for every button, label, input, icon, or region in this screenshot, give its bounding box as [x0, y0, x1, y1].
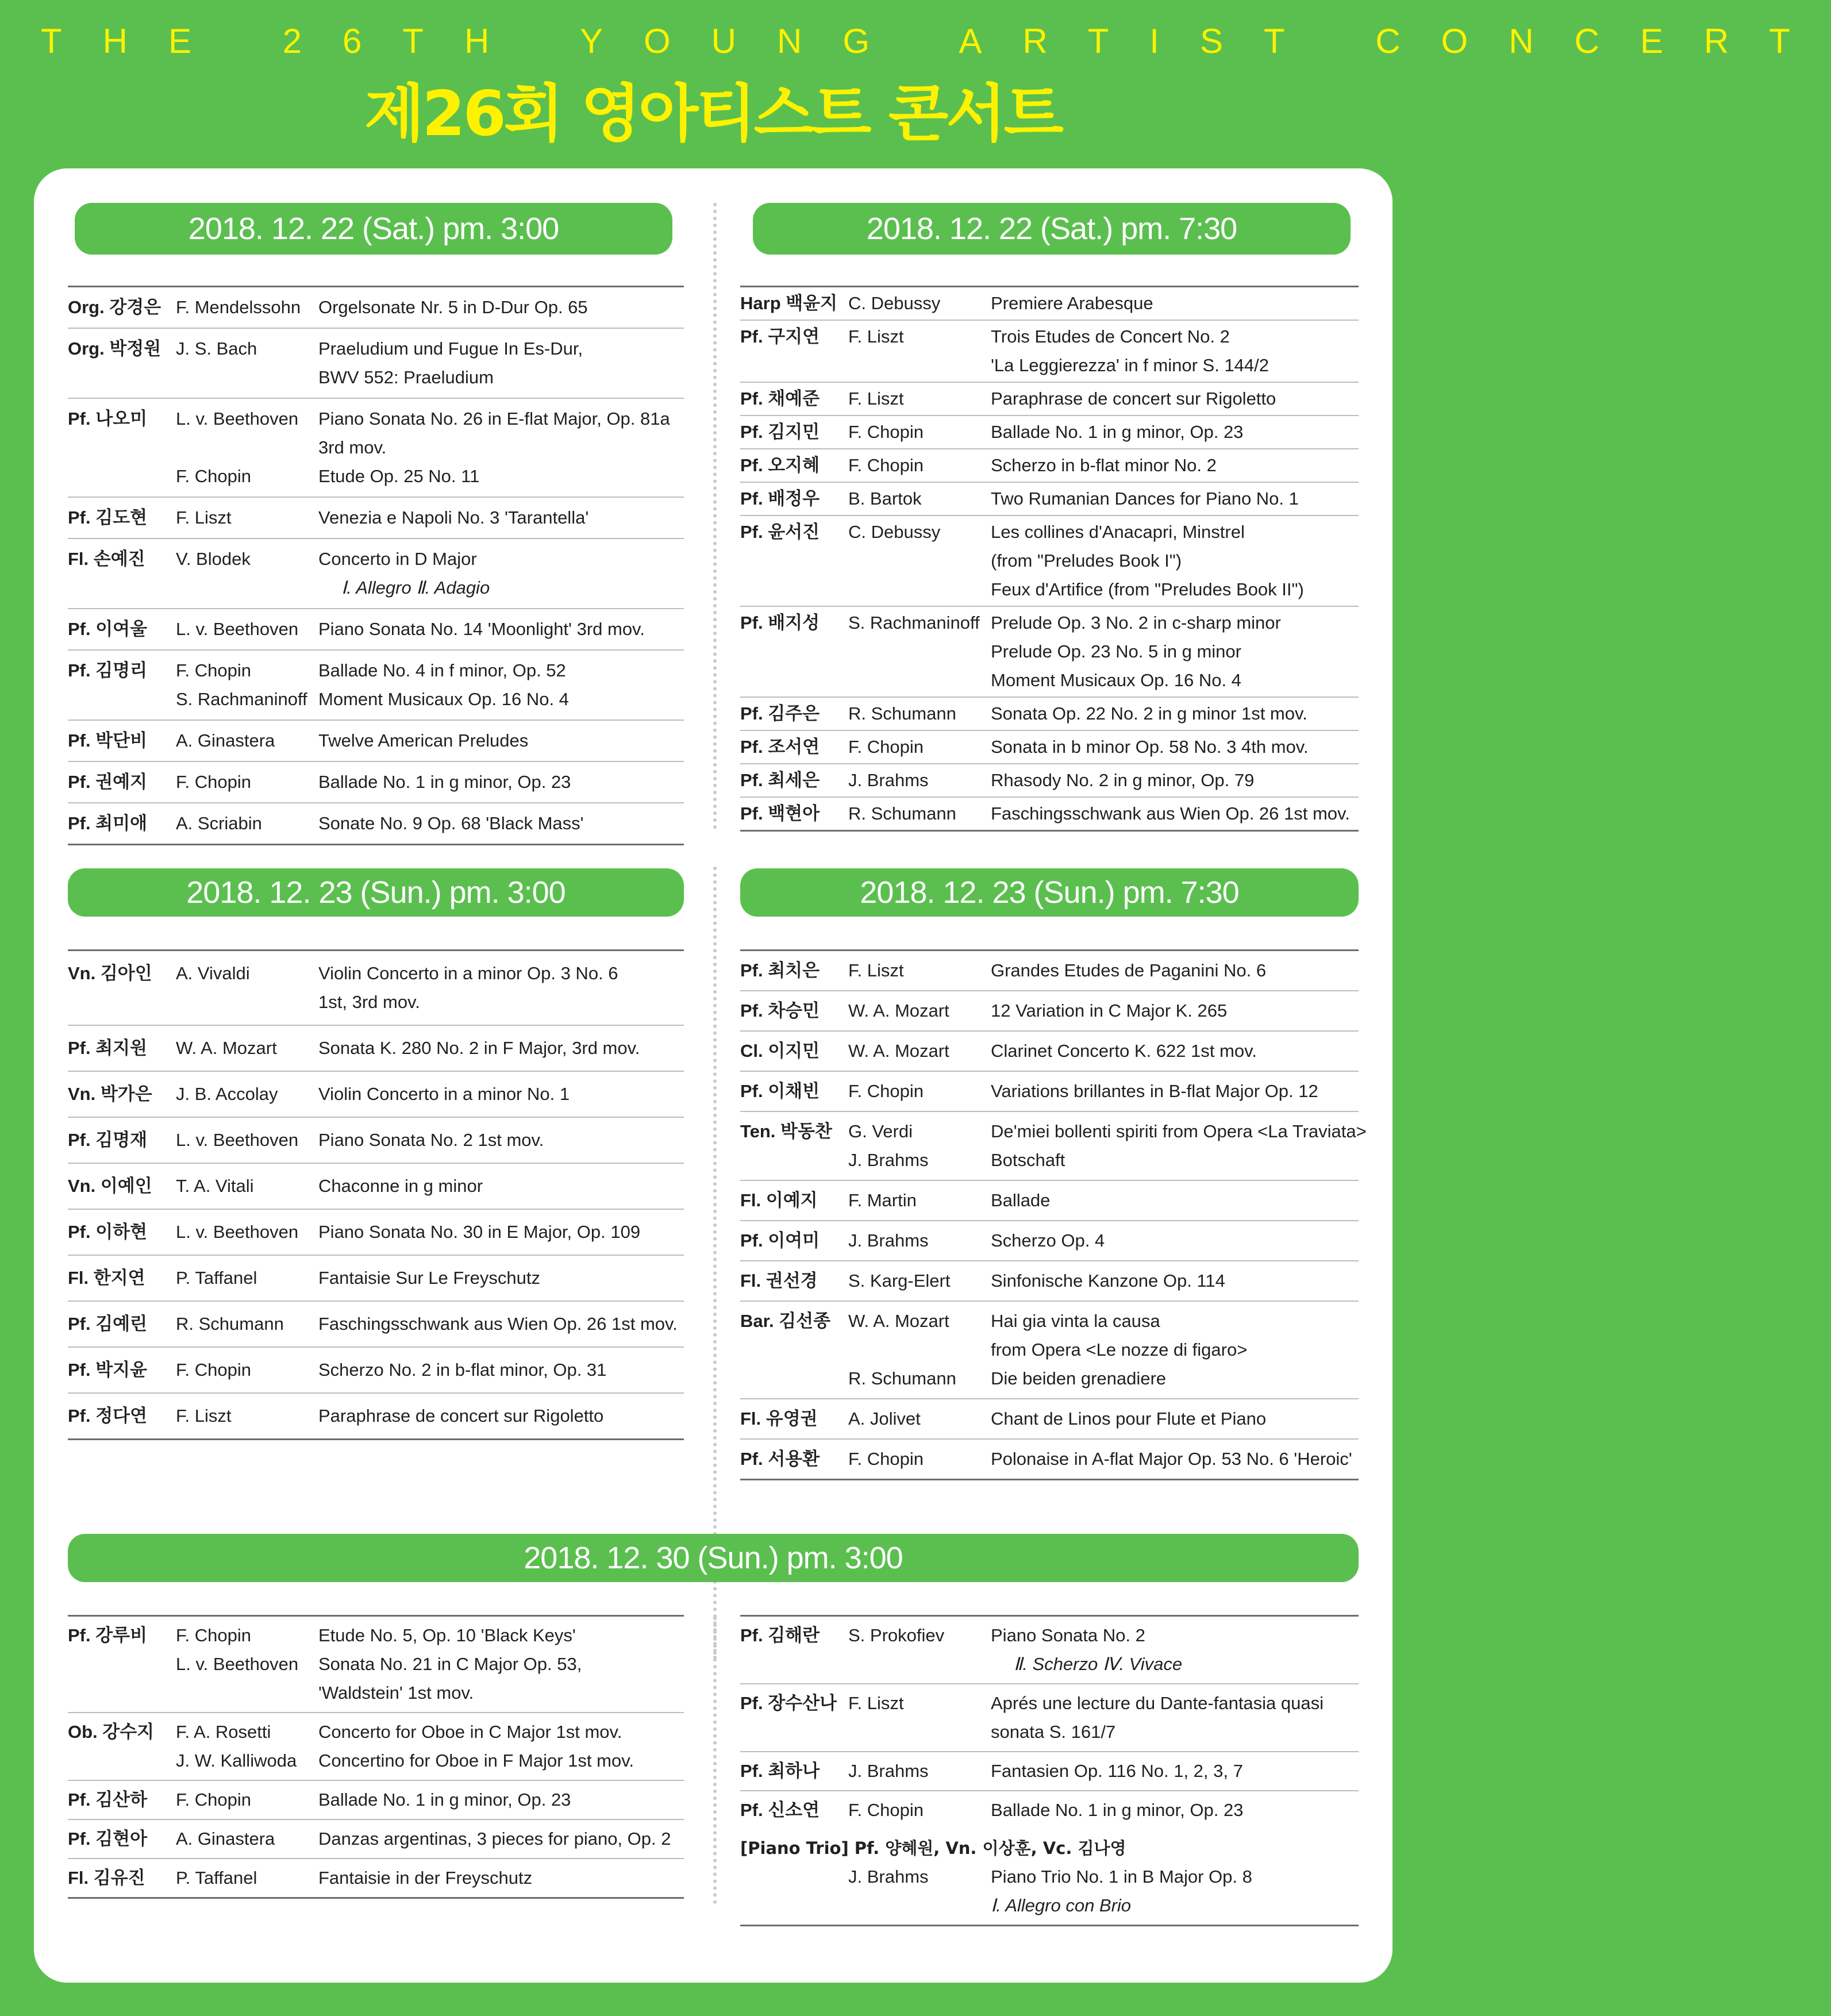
work-title: Variations brillantes in B-flat Major Op. 12 [991, 1081, 1318, 1101]
table-row [68, 287, 684, 329]
table-row [68, 1616, 684, 1713]
performer: Pf. 배지성 [740, 613, 820, 633]
table-row [68, 1163, 684, 1209]
work-title: Feux d'Artifice (from "Preludes Book II") [991, 579, 1304, 599]
work-title: Trois Etudes de Concert No. 2 [991, 326, 1230, 347]
performer: Pf. 김해란 [740, 1625, 820, 1645]
composer: L. v. Beethoven [176, 1222, 299, 1242]
table-row [740, 991, 1359, 1031]
work-title: Les collines d'Anacapri, Minstrel [991, 522, 1245, 542]
session-banner: 2018. 12. 30 (Sun.) pm. 3:00 [68, 1534, 1359, 1582]
performer: Pf. 김예린 [68, 1314, 148, 1334]
program-card [34, 168, 1393, 1983]
composer: F. Chopin [176, 1790, 251, 1810]
table-row [68, 538, 684, 609]
composer: J. Brahms [848, 1230, 929, 1251]
composer: J. Brahms [848, 1867, 929, 1887]
composer: W. A. Mozart [848, 1311, 949, 1331]
performer: Pf. 김현아 [68, 1829, 148, 1849]
work-title: Chant de Linos pour Flute et Piano [991, 1409, 1267, 1429]
work-title: Sonata K. 280 No. 2 in F Major, 3rd mov. [318, 1038, 640, 1058]
table-row [740, 1616, 1359, 1684]
table-row [68, 1859, 684, 1898]
performer: Pf. 이하현 [68, 1222, 148, 1242]
work-title: Paraphrase de concert sur Rigoletto [991, 388, 1276, 409]
table-row [740, 1752, 1359, 1791]
work-title: Die beiden grenadiere [991, 1368, 1167, 1388]
table-row [740, 797, 1359, 831]
composer: F. Chopin [848, 1081, 924, 1101]
composer: F. Mendelssohn [176, 297, 301, 317]
work-title: Paraphrase de concert sur Rigoletto [318, 1406, 604, 1426]
table-row [68, 1819, 684, 1859]
table-row [68, 398, 684, 497]
performer: Pf. 차승민 [740, 1001, 820, 1021]
work-title: Aprés une lecture du Dante-fantasia quasi [991, 1693, 1324, 1713]
work-title: Praeludium und Fugue In Es-Dur, [318, 338, 583, 359]
work-title: Fantaisie Sur Le Freyschutz [318, 1268, 540, 1288]
performer: Org. 강경은 [68, 297, 161, 317]
work-title: Etude No. 5, Op. 10 'Black Keys' [318, 1625, 576, 1645]
composer: L. v. Beethoven [176, 619, 299, 639]
table-row [740, 287, 1359, 321]
work-title: Polonaise in A-flat Major Op. 53 No. 6 'Heroic' [991, 1449, 1352, 1469]
work-title: (from "Preludes Book I") [991, 551, 1182, 571]
work-title: Sonata in b minor Op. 58 No. 3 4th mov. [991, 737, 1309, 757]
program-table [68, 949, 684, 1440]
table-row [740, 1111, 1359, 1180]
work-title: Venezia e Napoli No. 3 'Tarantella' [318, 507, 589, 528]
concert-subtitle: THE 26TH YOUNG ARTIST CONCERT [41, 22, 1831, 60]
work-title: Moment Musicaux Op. 16 No. 4 [318, 689, 569, 709]
table-row [68, 1255, 684, 1301]
table-row [740, 1071, 1359, 1111]
composer: J. Brahms [848, 1761, 929, 1781]
composer: J. Brahms [848, 1150, 929, 1170]
performer: Pf. 권예지 [68, 772, 148, 792]
composer: W. A. Mozart [848, 1001, 949, 1021]
table-row [68, 1117, 684, 1163]
work-title: Hai gia vinta la causa [991, 1311, 1160, 1331]
table-row [68, 720, 684, 761]
work-title: Piano Trio No. 1 in B Major Op. 8 [991, 1867, 1252, 1887]
table-row [68, 1025, 684, 1071]
performer: Ob. 강수지 [68, 1722, 155, 1742]
work-title: Fantasien Op. 116 No. 1, 2, 3, 7 [991, 1761, 1243, 1781]
table-row [740, 415, 1359, 449]
table-row [740, 951, 1359, 991]
table-row [68, 1780, 684, 1819]
composer: R. Schumann [848, 803, 956, 824]
work-title: 12 Variation in C Major K. 265 [991, 1001, 1228, 1021]
composer: F. Chopin [176, 772, 251, 792]
composer: F. Chopin [176, 466, 251, 486]
composer: J. S. Bach [176, 338, 257, 359]
composer: C. Debussy [848, 293, 941, 313]
performer: Pf. 조서연 [740, 737, 820, 757]
composer: V. Blodek [176, 549, 251, 569]
composer: F. Chopin [848, 422, 924, 442]
composer: F. Liszt [848, 960, 904, 980]
work-title: Orgelsonate Nr. 5 in D-Dur Op. 65 [318, 297, 588, 317]
performer: Ten. 박동찬 [740, 1121, 832, 1141]
session-banner: 2018. 12. 22 (Sat.) pm. 3:00 [75, 203, 672, 255]
table-row [740, 1399, 1359, 1439]
performer: Fl. 유영권 [740, 1409, 818, 1429]
table-row [740, 1261, 1359, 1301]
performer: Org. 박정원 [68, 338, 161, 359]
composer: F. Chopin [848, 1800, 924, 1820]
performer: Pf. 강루비 [68, 1625, 148, 1645]
work-title: Twelve American Preludes [318, 730, 529, 751]
composer: J. B. Accolay [176, 1084, 278, 1104]
work-title: Sonata No. 21 in C Major Op. 53, [318, 1654, 582, 1674]
composer: F. Liszt [848, 1693, 904, 1713]
work-title: Scherzo in b-flat minor No. 2 [991, 455, 1217, 475]
session-banner: 2018. 12. 23 (Sun.) pm. 3:00 [68, 868, 684, 917]
composer: R. Schumann [848, 703, 956, 724]
performer: Pf. 정다연 [68, 1406, 148, 1426]
performer: Fl. 김유진 [68, 1868, 145, 1888]
concert-title: 제26회 영아티스트 콘서트 [364, 78, 1061, 150]
work-title: Piano Sonata No. 2 1st mov. [318, 1130, 544, 1150]
composer [176, 1679, 318, 1707]
composer: F. Chopin [176, 1625, 251, 1645]
performer: Pf. 김지민 [740, 422, 820, 442]
program-table [740, 949, 1367, 1480]
composer: T. A. Vitali [176, 1176, 254, 1196]
trio-performers: [Piano Trio] Pf. 양혜원, Vn. 이상훈, Vc. 김나영 [740, 1838, 1126, 1858]
composer: F. Chopin [848, 737, 924, 757]
composer: A. Ginastera [176, 730, 275, 751]
work-title: Piano Sonata No. 2 [991, 1625, 1145, 1645]
session-banner: 2018. 12. 22 (Sat.) pm. 7:30 [753, 203, 1351, 255]
table-row [740, 449, 1359, 482]
composer: R. Schumann [176, 1314, 284, 1334]
work-title: De'miei bollenti spiriti from Opera <La Traviata> [991, 1121, 1367, 1141]
work-title: 'Waldstein' 1st mov. [318, 1683, 474, 1703]
performer: Pf. 최지원 [68, 1038, 148, 1058]
composer: L. v. Beethoven [176, 1654, 299, 1674]
composer: C. Debussy [848, 522, 941, 542]
work-title: Ballade [991, 1190, 1051, 1210]
table-row [68, 497, 684, 538]
work-title: Sonate No. 9 Op. 68 'Black Mass' [318, 813, 584, 833]
performer: Pf. 최치은 [740, 960, 820, 980]
performer: Pf. 김주은 [740, 703, 820, 724]
table-row [740, 697, 1359, 730]
table-row [68, 1713, 684, 1780]
table-row [68, 761, 684, 803]
composer: F. Chopin [176, 660, 251, 680]
performer: Pf. 윤서진 [740, 522, 820, 542]
performer: Pf. 박지윤 [68, 1360, 148, 1380]
table-row [68, 328, 684, 398]
column-divider-bottom [713, 1617, 717, 1904]
program-table [68, 286, 684, 845]
work-title: Clarinet Concerto K. 622 1st mov. [991, 1041, 1257, 1061]
table-row [740, 320, 1359, 382]
movements: Ⅱ. Scherzo Ⅳ. Vivace [1014, 1654, 1183, 1674]
composer: S. Rachmaninoff [848, 613, 980, 633]
composer: P. Taffanel [176, 1268, 257, 1288]
table-row [740, 1439, 1359, 1480]
performer: Pf. 신소연 [740, 1800, 820, 1820]
composer: J. W. Kalliwoda [176, 1750, 297, 1771]
work-title: Piano Sonata No. 30 in E Major, Op. 109 [318, 1222, 641, 1242]
composer: A. Vivaldi [176, 963, 250, 983]
work-title: Sonata Op. 22 No. 2 in g minor 1st mov. [991, 703, 1307, 724]
composer: S. Rachmaninoff [176, 689, 307, 709]
work-title: Piano Sonata No. 14 'Moonlight' 3rd mov. [318, 619, 645, 639]
work-title: Prelude Op. 3 No. 2 in c-sharp minor [991, 613, 1281, 633]
composer: F. Liszt [848, 326, 904, 347]
work-title: Concerto for Oboe in C Major 1st mov. [318, 1722, 622, 1742]
table-row [68, 1071, 684, 1117]
composer: J. Brahms [848, 770, 929, 790]
composer: G. Verdi [848, 1121, 913, 1141]
work-title: Faschingsschwank aus Wien Op. 26 1st mov. [318, 1314, 678, 1334]
performer: Cl. 이지민 [740, 1041, 820, 1061]
work-title: Fantaisie in der Freyschutz [318, 1868, 533, 1888]
composer: L. v. Beethoven [176, 409, 299, 429]
work-title: Faschingsschwank aus Wien Op. 26 1st mov. [991, 803, 1350, 824]
performer: Pf. 최하나 [740, 1761, 820, 1781]
work-title: 'La Leggierezza' in f minor S. 144/2 [991, 355, 1270, 375]
work-title: Scherzo No. 2 in b-flat minor, Op. 31 [318, 1360, 607, 1380]
work-title: 3rd mov. [318, 437, 387, 457]
performer: Fl. 한지연 [68, 1268, 145, 1288]
piano-trio-row [740, 1829, 1359, 1926]
composer: F. Liszt [176, 1406, 232, 1426]
composer: B. Bartok [848, 488, 922, 509]
performer: Fl. 권선경 [740, 1271, 818, 1291]
movements: Ⅰ. Allegro Ⅱ. Adagio [341, 578, 490, 598]
performer: Harp 백윤지 [740, 293, 838, 313]
performer: Bar. 김선종 [740, 1311, 831, 1331]
column-divider-top [713, 203, 717, 829]
table-row [740, 515, 1359, 606]
performer: Vn. 김아인 [68, 963, 152, 983]
composer: F. Chopin [176, 1360, 251, 1380]
composer: F. Liszt [848, 388, 904, 409]
performer: Pf. 나오미 [68, 409, 148, 429]
performer: Pf. 서용환 [740, 1449, 820, 1469]
program-table [740, 286, 1359, 832]
session-banner: 2018. 12. 23 (Sun.) pm. 7:30 [740, 868, 1359, 917]
composer: W. A. Mozart [176, 1038, 277, 1058]
table-row [740, 1301, 1359, 1399]
composer: S. Prokofiev [848, 1625, 945, 1645]
composer [176, 433, 318, 462]
performer: Fl. 이예지 [740, 1190, 818, 1210]
work-title: Chaconne in g minor [318, 1176, 483, 1196]
performer: Fl. 손예진 [68, 549, 145, 569]
work-title: Rhasody No. 2 in g minor, Op. 79 [991, 770, 1255, 790]
work-title: Ballade No. 1 in g minor, Op. 23 [991, 1800, 1244, 1820]
performer: Pf. 이여미 [740, 1230, 820, 1251]
composer: R. Schumann [848, 1368, 956, 1388]
table-row [740, 1180, 1359, 1221]
composer: P. Taffanel [176, 1868, 257, 1888]
performer: Pf. 박단비 [68, 730, 148, 751]
performer: Pf. 오지혜 [740, 455, 820, 475]
performer: Pf. 김산하 [68, 1790, 148, 1810]
work-title: Premiere Arabesque [991, 293, 1153, 313]
work-title: from Opera <Le nozze di figaro> [991, 1340, 1248, 1360]
performer: Pf. 김명리 [68, 660, 148, 680]
performer: Vn. 이예인 [68, 1176, 152, 1196]
performer: Pf. 백현아 [740, 803, 820, 824]
table-row [740, 730, 1359, 764]
table-row [740, 482, 1359, 515]
composer: F. Martin [848, 1190, 917, 1210]
performer: Pf. 장수산나 [740, 1693, 837, 1713]
work-title: Grandes Etudes de Paganini No. 6 [991, 960, 1267, 980]
table-row [68, 1347, 684, 1393]
table-row [740, 1221, 1359, 1261]
performer: Pf. 채예준 [740, 388, 820, 409]
table-row [68, 1301, 684, 1347]
table-row [68, 1393, 684, 1440]
performer: Pf. 최세은 [740, 770, 820, 790]
performer: Pf. 이채빈 [740, 1081, 820, 1101]
performer: Pf. 김도현 [68, 507, 148, 528]
work-title: 1st, 3rd mov. [318, 992, 420, 1012]
performer: Pf. 배정우 [740, 488, 820, 509]
performer: Pf. 구지연 [740, 326, 820, 347]
work-title: Violin Concerto in a minor No. 1 [318, 1084, 570, 1104]
work-title: Sinfonische Kanzone Op. 114 [991, 1271, 1225, 1291]
work-title: Piano Sonata No. 26 in E-flat Major, Op. 81a [318, 409, 670, 429]
work-title: BWV 552: Praeludium [318, 367, 494, 387]
table-row [740, 1031, 1359, 1071]
table-row [740, 1791, 1359, 1829]
work-title: sonata S. 161/7 [991, 1722, 1116, 1742]
work-title: Concerto in D Major [318, 549, 477, 569]
composer: L. v. Beethoven [176, 1130, 299, 1150]
composer: A. Scriabin [176, 813, 262, 833]
work-title: Ballade No. 4 in f minor, Op. 52 [318, 660, 566, 680]
performer: Pf. 김명재 [68, 1130, 148, 1150]
table-row [740, 382, 1359, 415]
work-title: Ballade No. 1 in g minor, Op. 23 [318, 772, 571, 792]
composer: F. A. Rosetti [176, 1722, 271, 1742]
table-row [68, 1209, 684, 1255]
work-title: Ballade No. 1 in g minor, Op. 23 [991, 422, 1244, 442]
table-row [740, 764, 1359, 797]
table-row [740, 606, 1359, 697]
table-row [68, 650, 684, 720]
work-title: Botschaft [991, 1150, 1065, 1170]
work-title: Danzas argentinas, 3 pieces for piano, Op. 2 [318, 1829, 671, 1849]
work-title: Violin Concerto in a minor Op. 3 No. 6 [318, 963, 618, 983]
table-row [68, 951, 684, 1026]
work-title: Two Rumanian Dances for Piano No. 1 [991, 488, 1299, 509]
composer: A. Ginastera [176, 1829, 275, 1849]
composer: F. Liszt [176, 507, 232, 528]
composer: W. A. Mozart [848, 1041, 949, 1061]
program-table-left [68, 1615, 684, 1899]
work-title: Prelude Op. 23 No. 5 in g minor [991, 641, 1241, 661]
composer: F. Chopin [848, 455, 924, 475]
composer: A. Jolivet [848, 1409, 921, 1429]
performer: Vn. 박가은 [68, 1084, 152, 1104]
performer: Pf. 최미애 [68, 813, 148, 833]
work-title: Etude Op. 25 No. 11 [318, 466, 480, 486]
work-title: Scherzo Op. 4 [991, 1230, 1105, 1251]
work-title: Ballade No. 1 in g minor, Op. 23 [318, 1790, 571, 1810]
table-row [740, 1684, 1359, 1752]
program-table-right [740, 1615, 1359, 1926]
composer [848, 1336, 991, 1364]
table-row [68, 803, 684, 845]
composer: S. Karg-Elert [848, 1271, 951, 1291]
work-title: Moment Musicaux Op. 16 No. 4 [991, 670, 1241, 690]
performer: Pf. 이여울 [68, 619, 148, 639]
table-row [68, 609, 684, 650]
movements: Ⅰ. Allegro con Brio [991, 1895, 1132, 1915]
work-title: Concertino for Oboe in F Major 1st mov. [318, 1750, 634, 1771]
composer: F. Chopin [848, 1449, 924, 1469]
